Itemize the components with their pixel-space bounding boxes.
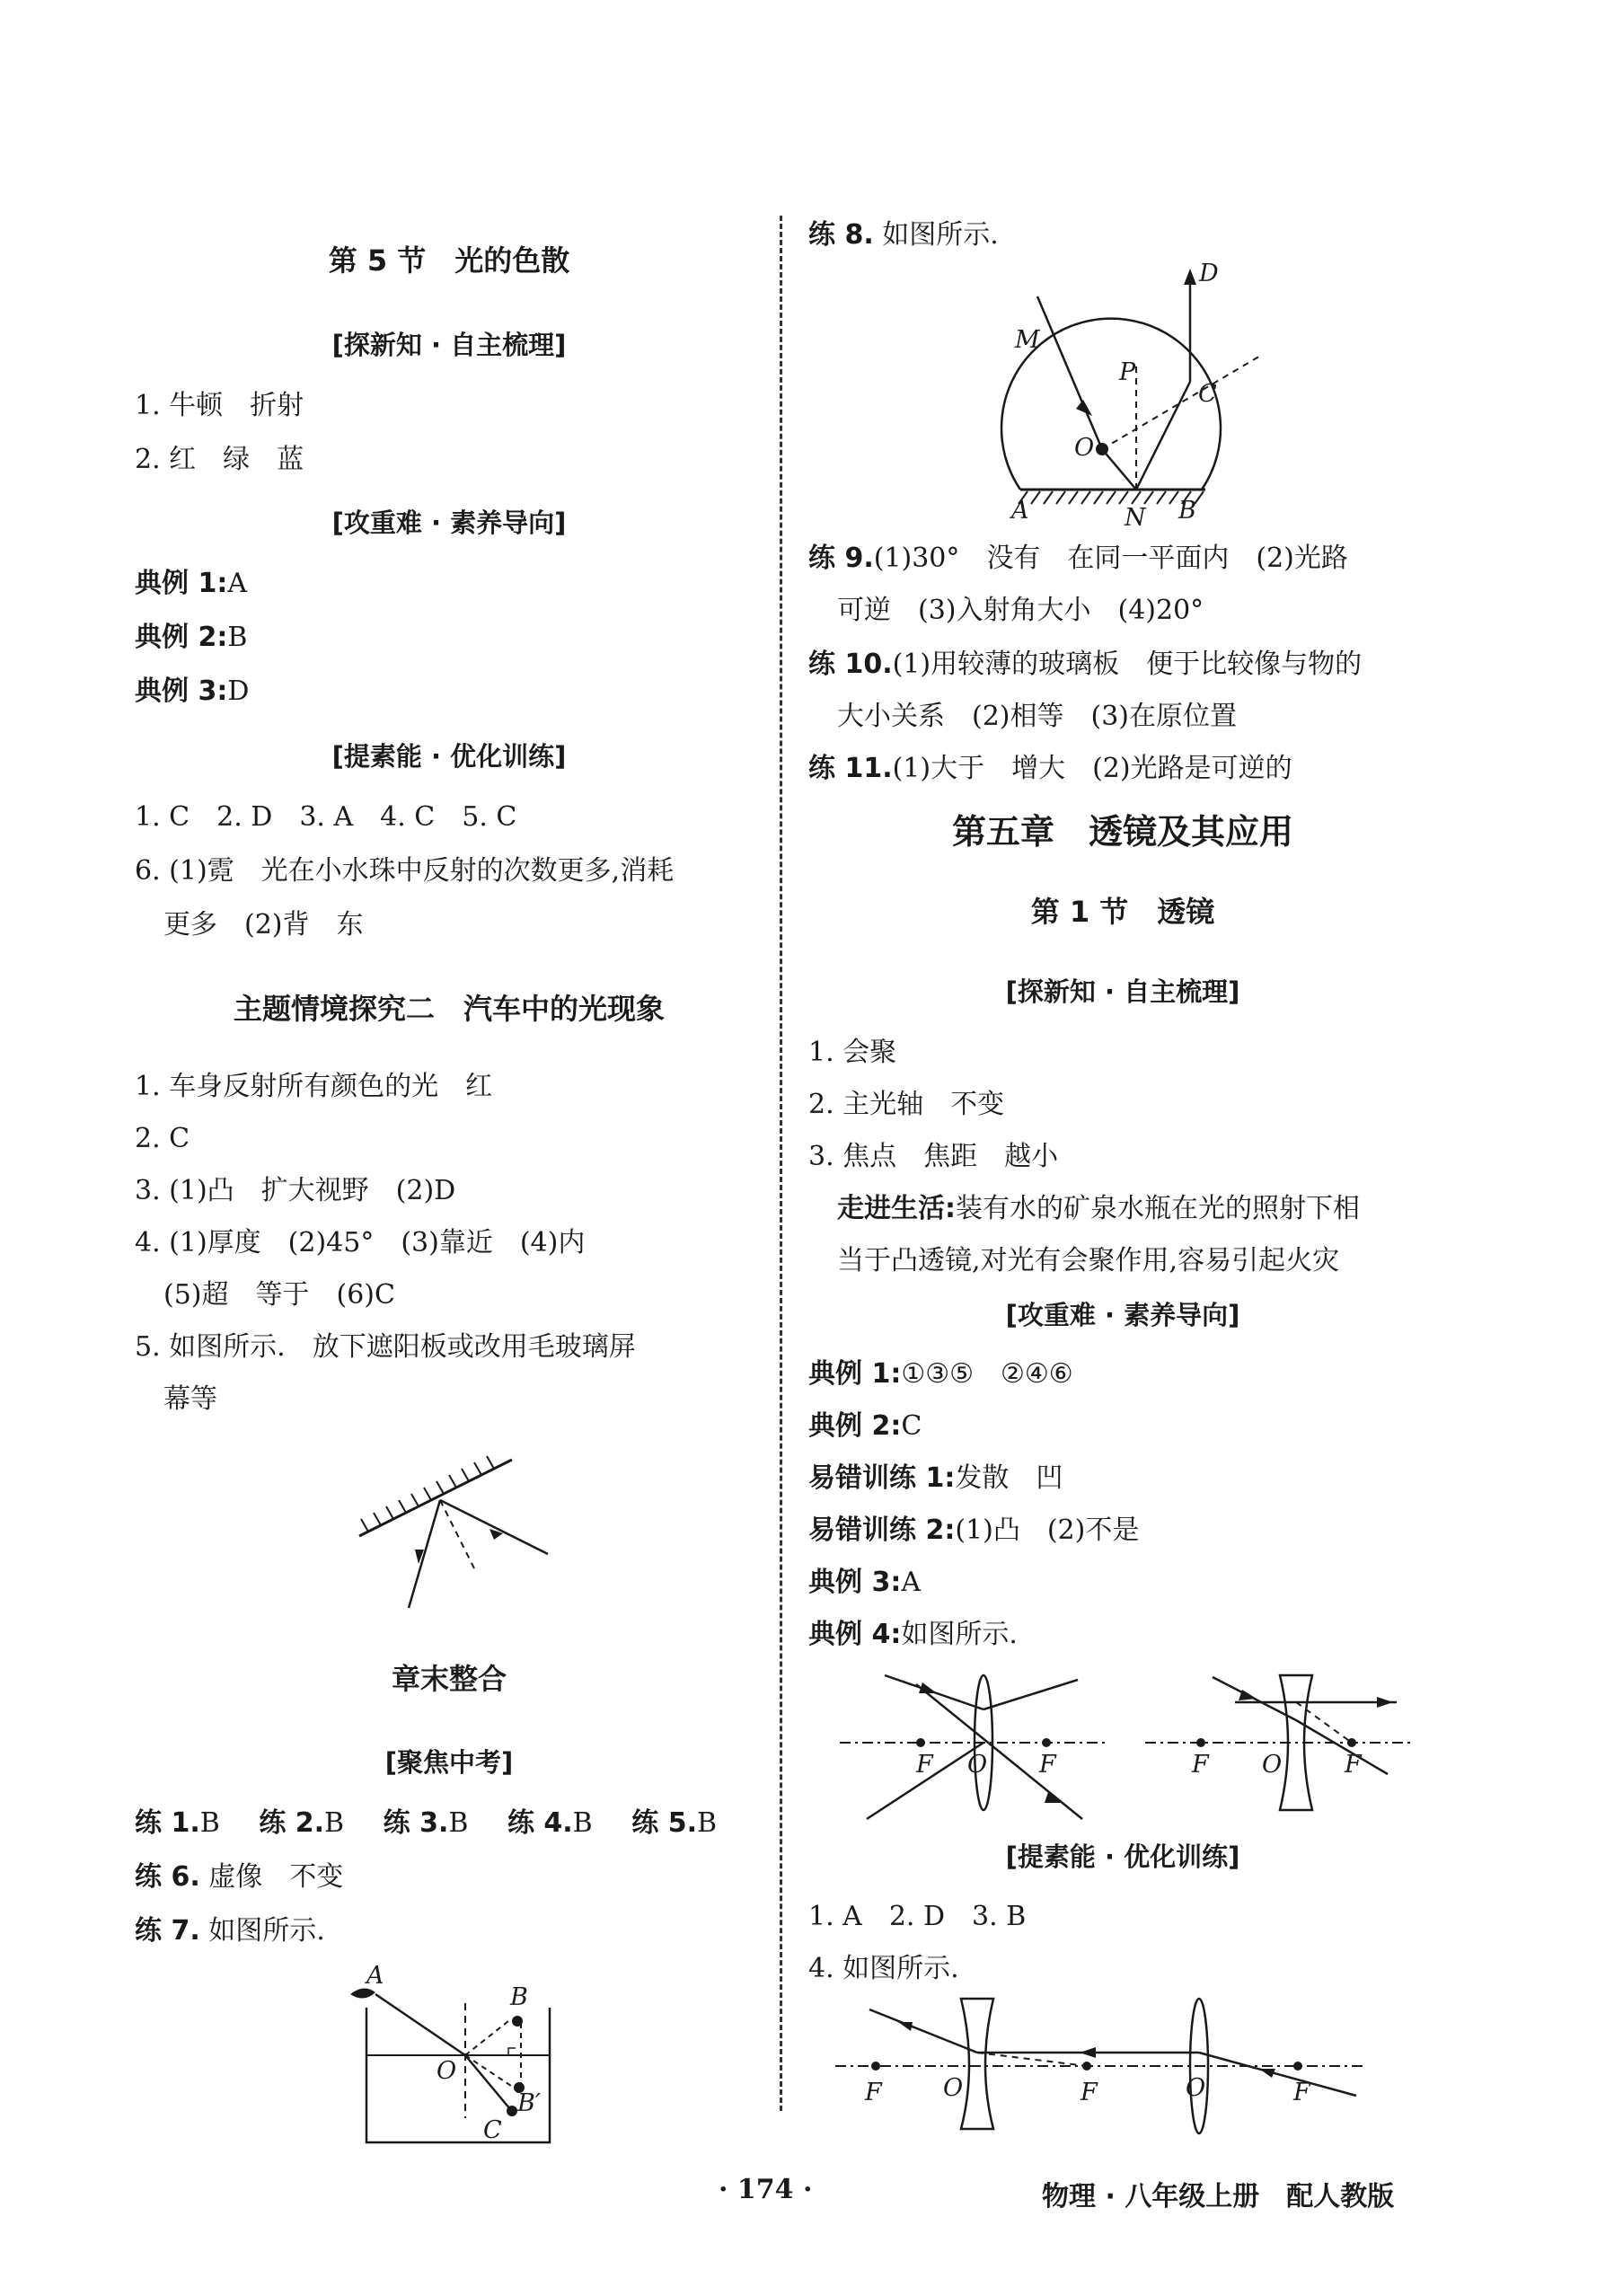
example-label: 易错训练 2: (808, 1514, 956, 1546)
subsection-heading: [探新知 · 自主梳理] (331, 330, 567, 360)
subsection-heading: [提素能 · 优化训练] (331, 741, 567, 772)
practice-value: (1)30° 没有 在同一平面内 (2)光路 (873, 543, 1348, 574)
practice-value: (1)大于 增大 (2)光路是可逆的 (892, 753, 1292, 784)
point-a-label: A (366, 1962, 384, 1990)
example-label: 典例 1: (808, 1358, 902, 1390)
optical-center-label: O (967, 1751, 988, 1779)
example-label: 典例 1: (135, 568, 228, 599)
point-p-label: P (1119, 358, 1136, 386)
practice-value: B (448, 1807, 469, 1839)
point-b-prime-label: B′ (517, 2089, 541, 2117)
answer-line: 3. (1)凸 扩大视野 (2)D (135, 1175, 456, 1206)
practice-value: 如图所示. (882, 219, 999, 251)
semicircle-reflection-diagram (1006, 260, 1275, 532)
practice-continuation: 大小关系 (2)相等 (3)在原位置 (837, 701, 1237, 732)
example-answer (808, 1511, 1139, 1550)
practice-label: 练 11. (808, 753, 893, 784)
section-title: 第 5 节 光的色散 (328, 243, 570, 278)
answer-line: 2. 红 绿 蓝 (135, 444, 304, 475)
point-m-label: M (1015, 326, 1040, 354)
example-answer (135, 564, 247, 604)
practice-answer (808, 645, 1362, 684)
lens-combination-diagram (826, 1990, 1374, 2133)
practice-label: 练 10. (808, 649, 893, 680)
point-o-label: O (437, 2057, 457, 2085)
focus-f-right-label: F (1039, 1751, 1056, 1779)
practice-answer (808, 749, 1292, 789)
practice-value: 虚像 不变 (208, 1861, 344, 1893)
practice-label: 练 2. (259, 1807, 325, 1839)
answer-line: 1. 会聚 (808, 1037, 897, 1068)
life-text: 装有水的矿泉水瓶在光的照射下相 (956, 1193, 1360, 1224)
point-b-label: B (510, 1983, 528, 2011)
answer-line: 4. 如图所示. (808, 1953, 959, 1984)
practice-label: 练 8. (808, 219, 874, 251)
practice-answer (135, 1858, 343, 1897)
point-n-label: N (1125, 504, 1146, 532)
practice-label: 练 7. (135, 1915, 200, 1947)
optical-center-label: O (1186, 2074, 1206, 2102)
practice-value: 如图所示. (208, 1915, 325, 1947)
answer-line: 1. 车身反射所有颜色的光 红 (135, 1071, 493, 1102)
example-value: A (901, 1567, 921, 1598)
practice-answer (135, 1912, 325, 1951)
example-answer (808, 1459, 1063, 1498)
convex-lens-diagram (831, 1666, 1118, 1824)
subsection-heading: [攻重难 · 素养导向] (1005, 1300, 1240, 1330)
answer-line: 1. C 2. D 3. A 4. C 5. C (135, 801, 517, 833)
point-a-label: A (1011, 497, 1029, 525)
life-note-continuation: 当于凸透镜,对光有会聚作用,容易引起火灾 (837, 1245, 1340, 1276)
practice-label: 练 5. (631, 1807, 697, 1839)
windshield-reflection-diagram (341, 1451, 575, 1612)
practice-value: (1)用较薄的玻璃板 便于比较像与物的 (892, 649, 1363, 680)
practice-label: 练 6. (135, 1861, 200, 1893)
example-answer (808, 1615, 1018, 1655)
answer-line: (5)超 等于 (6)C (163, 1279, 395, 1311)
concave-lens-diagram (1136, 1666, 1424, 1824)
section-title: 第 1 节 透镜 (1030, 895, 1215, 929)
practice-value: B (696, 1807, 718, 1839)
section-title: 章末整合 (391, 1662, 507, 1696)
practice-answer (808, 539, 1348, 578)
practice-label: 练 1. (135, 1807, 200, 1839)
point-b-label: B (1178, 497, 1196, 525)
point-c-label: C (483, 2116, 502, 2144)
page-number: · 174 · (719, 2174, 813, 2205)
answer-line: 1. 牛顿 折射 (135, 390, 304, 421)
focus-f-label: F (865, 2079, 882, 2106)
example-label: 典例 2: (808, 1410, 902, 1442)
example-label: 典例 3: (135, 676, 228, 707)
answer-line: 1. A 2. D 3. B (808, 1901, 1027, 1932)
example-answer (135, 618, 247, 658)
point-d-label: D (1199, 260, 1219, 287)
example-value: (1)凸 (2)不是 (955, 1514, 1140, 1546)
example-value: 如图所示. (901, 1619, 1018, 1650)
practice-answer (808, 216, 999, 255)
subsection-heading: [攻重难 · 素养导向] (331, 508, 567, 538)
example-value: A (227, 568, 247, 599)
answer-line: 4. (1)厚度 (2)45° (3)靠近 (4)内 (135, 1227, 586, 1258)
practice-value: B (324, 1807, 345, 1839)
practice-label: 练 3. (383, 1807, 449, 1839)
life-label: 走进生活: (837, 1193, 956, 1224)
example-label: 典例 3: (808, 1567, 902, 1598)
practice-value: B (199, 1807, 220, 1839)
subsection-heading: [提素能 · 优化训练] (1005, 1841, 1240, 1872)
practice-label: 练 9. (808, 543, 874, 574)
example-label: 典例 4: (808, 1619, 902, 1650)
focus-f-label: F (1293, 2079, 1310, 2106)
answer-line: 更多 (2)背 东 (163, 909, 364, 940)
example-answer (808, 1563, 921, 1603)
subsection-heading: [探新知 · 自主梳理] (1005, 976, 1240, 1007)
column-divider (780, 216, 782, 2111)
answer-line: 6. (1)霓 光在小水珠中反射的次数更多,消耗 (135, 855, 675, 887)
practice-row (135, 1804, 717, 1843)
example-label: 易错训练 1: (808, 1462, 956, 1494)
example-value: ①③⑤ ②④⑥ (901, 1358, 1073, 1390)
practice-label: 练 4. (507, 1807, 573, 1839)
focus-f-left-label: F (1192, 1751, 1209, 1779)
life-note (837, 1189, 1360, 1229)
example-answer (808, 1355, 1073, 1394)
example-value: C (901, 1410, 922, 1442)
focus-f-left-label: F (916, 1751, 933, 1779)
answer-line: 幕等 (163, 1383, 217, 1415)
focus-f-right-label: F (1345, 1751, 1362, 1779)
chapter-title: 第五章 透镜及其应用 (951, 812, 1293, 852)
example-value: D (227, 676, 250, 707)
practice-value: B (572, 1807, 593, 1839)
example-answer (135, 672, 249, 711)
answer-line: 2. 主光轴 不变 (808, 1089, 1005, 1120)
focus-f-label: F (1081, 2079, 1098, 2106)
subsection-heading: [聚焦中考] (384, 1747, 514, 1778)
example-value: B (227, 622, 248, 653)
example-value: 发散 凹 (955, 1462, 1063, 1494)
answer-line: 5. 如图所示. 放下遮阳板或改用毛玻璃屏 (135, 1331, 636, 1363)
optical-center-label: O (943, 2074, 964, 2102)
point-c-label: C (1198, 380, 1217, 408)
answer-line: 3. 焦点 焦距 越小 (808, 1141, 1059, 1172)
optical-center-label: O (1262, 1751, 1283, 1779)
example-answer (808, 1407, 922, 1446)
example-label: 典例 2: (135, 622, 228, 653)
answer-line: 2. C (135, 1123, 190, 1154)
point-o-label: O (1074, 434, 1095, 462)
practice-continuation: 可逆 (3)入射角大小 (4)20° (837, 595, 1204, 626)
refraction-tank-diagram (341, 1962, 575, 2147)
section-title: 主题情境探究二 汽车中的光现象 (233, 992, 665, 1026)
book-title: 物理 · 八年级上册 配人教版 (1042, 2181, 1395, 2212)
